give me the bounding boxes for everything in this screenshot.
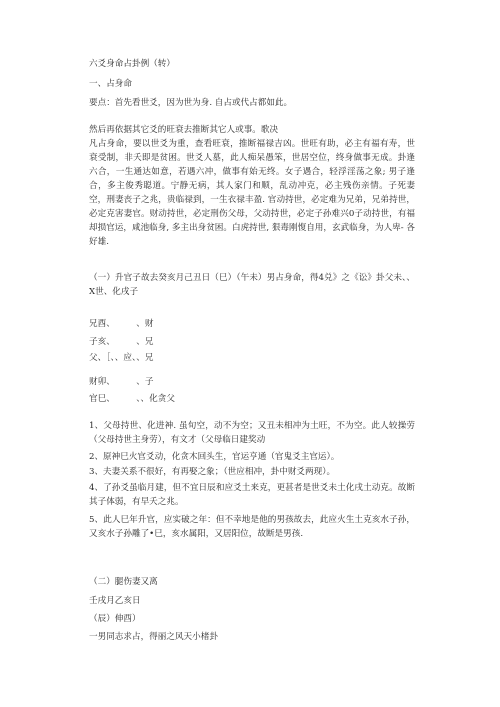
hexagram-line: 子亥、 、兄 — [89, 337, 154, 347]
hexagram-line: 父、［、、应、、兄 — [89, 353, 154, 363]
example-intro: 一男同志求占，得丽之风天小楮卦 — [89, 632, 218, 642]
section-heading: 一、占身命 — [89, 79, 132, 89]
hexagram-line: 财卯、 、子 — [89, 377, 154, 387]
key-point: 要点：首先看世爻，因为世为身. 自占或代占都如此。 — [89, 98, 293, 108]
analysis-note: 5、此人巳年升官，应实破之年：但不幸地是他的男孩故去，此应火生土克亥水子孙，又亥水子孙雕了•巳，亥水属阳，又居阳位，故断是男孩. — [89, 515, 415, 539]
example-heading: （一）升官子故去癸亥月己丑日（巳）（午未）男占身命，得4兑》之《讼》卦父未、、X世、化戌子 — [89, 273, 415, 297]
example-heading: （二）腿伤妻又离 — [89, 577, 158, 587]
paragraph-body: 凡占身命，要以世爻为重，查看旺衰，推断福禄吉凶。世旺有助，必主有福有寿，世衰受制，非夭即是贫困。世爻人墓，此人痴呆愚笨，世居空位，终身做事无成。卦逢六合，一生通达如意，若遇六冲，做事有始无终。女子遇合，轻浮淫荡之象; 男子逢合，多主俊秀聪道。宁静无病，其人家门和顺，乱动冲克，必主残伤亲情。子死妻空，刑妻丧子之兆，贵临禄到，一生衣禄丰盈. 官动持世，必定难为兄弟，兄弟持世，必定克害妻官。财动持世，必定刑伤父母，父动持世，必定子孙难兴0子动持世，有福却损官运，咸池临身, 多主出身贫困。白虎持世, 狠毒刚愎自用，玄武临身，为人卑- 各好雄. — [89, 139, 415, 247]
analysis-note: 1、父母持世、化进神. 虽旬空，动不为空；又丑未相冲为土旺，不为空。此人较操劳（父母持世主身劳），有文才（父母临日建奖动 — [89, 421, 415, 445]
hexagram-line: 官巳、 、、化贪父 — [89, 394, 175, 404]
date-line: （辰）伸酉） — [89, 614, 141, 624]
analysis-note: 3、夫妻关系不很好，有再娶之象；（世应相冲，卦中财爻两现）。 — [89, 467, 336, 477]
analysis-note: 4、了孙爻虽临月建，但不宜日辰和应爻土来克，更甚者是世爻未土化戌土动克。故断其子体弱，有早夭之兆。 — [89, 483, 415, 507]
analysis-note: 2、原神巳火官爻动，化贪木回头生，官运亨通（官鬼爻主官运）。 — [89, 452, 340, 462]
document-title: 六爻身命占卦例（转） — [89, 59, 175, 69]
paragraph-lead: 然后再依据其它爻的旺衰去推断其它人或事。歌决 — [89, 125, 279, 135]
hexagram-line: 兄酉、 、财 — [89, 319, 154, 329]
date-line: 壬戌月乙亥日 — [89, 596, 141, 606]
